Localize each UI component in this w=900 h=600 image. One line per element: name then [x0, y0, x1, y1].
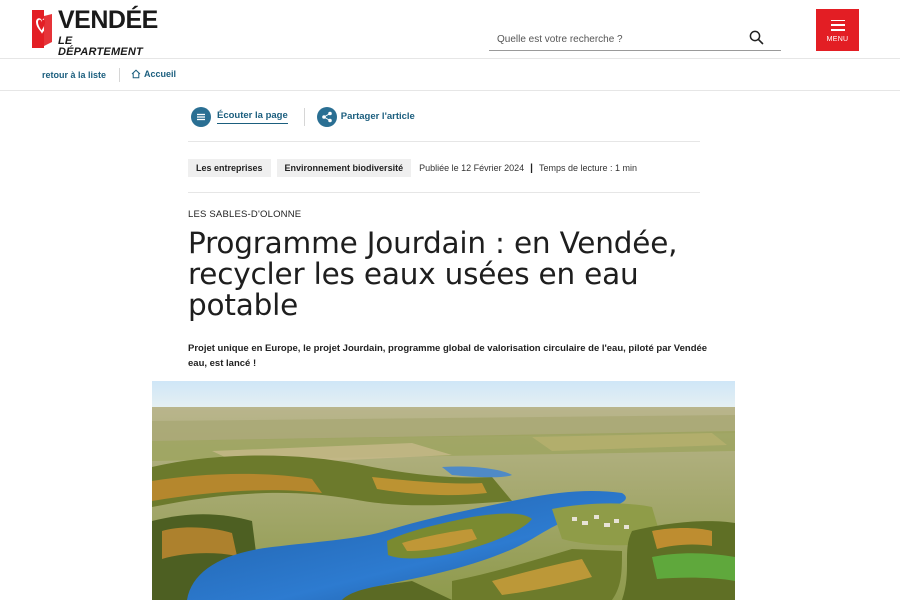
vendee-hearts-logo-icon	[30, 8, 54, 50]
list-icon	[191, 107, 211, 127]
breadcrumb	[0, 60, 900, 91]
article-actions	[191, 106, 415, 127]
reading-time: Temps de lecture : 1 min	[538, 163, 638, 173]
article-title: Programme Jourdain : en Vendée, recycler les eaux usées en eau potable	[188, 226, 678, 322]
tag-environnement-biodiversite[interactable]: Environnement biodiversité	[277, 159, 412, 177]
article-meta	[188, 159, 637, 177]
menu-label: MENU	[826, 35, 849, 43]
search-bar	[489, 28, 781, 51]
actions-divider	[304, 108, 305, 126]
breadcrumb-home-label: Accueil	[144, 69, 177, 79]
article-location: LES SABLES-D'OLONNE	[188, 209, 302, 220]
tag-les-entreprises[interactable]: Les entreprises	[188, 159, 271, 177]
site-logo[interactable]	[30, 6, 160, 58]
breadcrumb-divider	[119, 68, 120, 82]
home-icon	[131, 69, 141, 79]
publication-date: Publiée le 12 Février 2024	[419, 163, 525, 173]
share-article-label: Partager l'article	[340, 111, 415, 122]
listen-page-button[interactable]	[191, 107, 288, 127]
site-header	[0, 0, 900, 59]
logo-subtitle: LE DÉPARTEMENT	[58, 35, 143, 58]
divider	[188, 141, 700, 142]
share-article-button[interactable]	[317, 107, 415, 127]
article-lead: Projet unique en Europe, le projet Jourdain, programme global de valorisation circulaire de l'eau, piloté par Vendée eau, est lancé !	[188, 343, 708, 369]
hamburger-icon	[831, 20, 845, 31]
menu-button[interactable]	[816, 9, 859, 51]
meta-separator: |	[530, 162, 533, 174]
search-input[interactable]	[497, 31, 747, 47]
logo-title: VENDÉE	[58, 6, 158, 34]
breadcrumb-home-link[interactable]	[131, 69, 176, 79]
divider	[188, 192, 700, 193]
search-icon[interactable]	[749, 30, 765, 46]
listen-page-label: Écouter la page	[217, 110, 288, 124]
article-hero-image	[152, 381, 735, 600]
share-icon	[317, 107, 337, 127]
back-to-list-link[interactable]: retour à la liste	[42, 70, 107, 80]
